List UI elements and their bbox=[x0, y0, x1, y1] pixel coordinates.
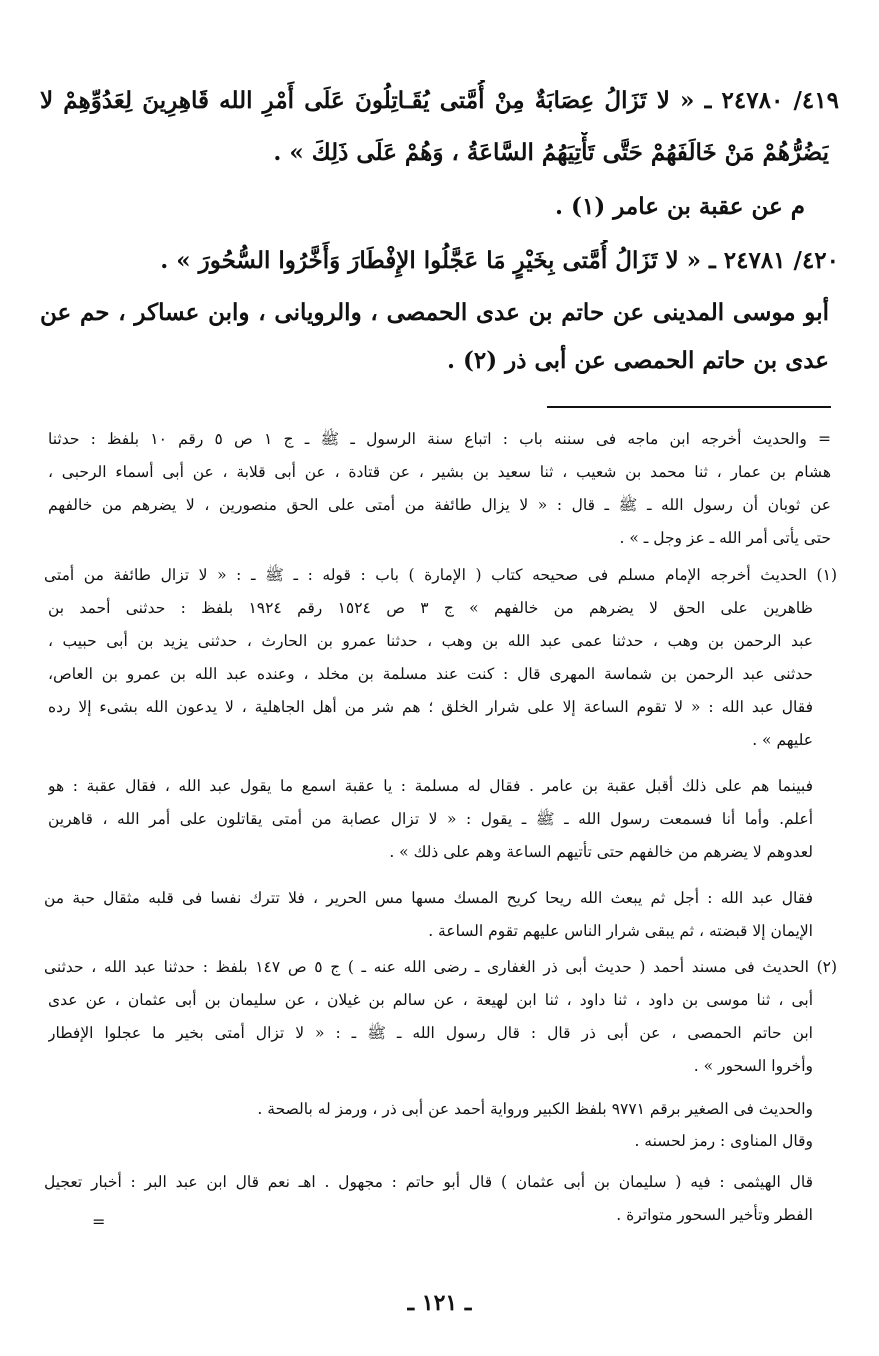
footnote-1-line: أعلم. وأما أنا فسمعت رسول الله ـ ﷺ ـ يقول : « لا تزال عصابة من أمتى يقاتلون على أمر الله ، قاهرين bbox=[48, 810, 813, 828]
hadith-420-line-1: ٤٢٠/ ٢٤٧٨١ ـ « لا تَزَالُ أُمَّتى بِخَيْرٍ مَا عَجَّلُوا الإِفْطَارَ وَأَخَّرُوا السُّحُورَ » . bbox=[160, 247, 839, 274]
footnote-1-line: فبينما هم على ذلك أقبل عقبة بن عامر . فقال له مسلمة : يا عقبة اسمع ما يقول عبد الله ، فقال عقبة : هو bbox=[48, 777, 813, 795]
footnote-line: حتى يأتى أمر الله ـ عز وجل ـ » . bbox=[619, 529, 831, 547]
footnote-1-line: الإيمان إلا قبضته ، ثم يبقى شرار الناس عليهم تقوم الساعة . bbox=[428, 922, 813, 940]
footnote-2-line: قال الهيثمى : فيه ( سليمان بن أبى عثمان ) قال أبو حاتم : مجهول . اهـ نعم قال ابن عبد البر : أخبار تعجيل bbox=[44, 1173, 813, 1191]
footnote-line: = والحديث أخرجه ابن ماجه فى سننه باب : اتباع سنة الرسول ـ ﷺ ـ ج ١ ص ٥ رقم ١٠ بلفظ : حدثنا bbox=[48, 430, 831, 448]
continuation-mark: = bbox=[92, 1212, 106, 1231]
footnote-2-line: (٢) الحديث فى مسند أحمد ( حديث أبى ذر الغفارى ـ رضى الله عنه ـ ) ج ٥ ص ١٤٧ بلفظ : حدثنا عبد الله ، حدثنى bbox=[44, 958, 837, 976]
footnote-1-line: ظاهرين على الحق لا يضرهم من خالفهم » ج ٣ ص ١٥٢٤ رقم ١٩٢٤ بلفظ : حدثنى أحمد بن bbox=[48, 599, 813, 617]
page-number: ـ ١٢١ ـ bbox=[407, 1290, 472, 1316]
footnote-1-line: (١) الحديث أخرجه الإمام مسلم فى صحيحه كتاب ( الإمارة ) باب : قوله : ـ ﷺ ـ : « لا تزال طائفة من أمتى bbox=[44, 566, 837, 584]
hadith-419-line-1: ٤١٩/ ٢٤٧٨٠ ـ « لا تَزَالُ عِصَابَةٌ مِنْ أُمَّتى يُقَـاتِلُونَ عَلَى أَمْرِ الله قَاهِرِينَ لِعَدُوِّهِمْ لا bbox=[40, 87, 839, 114]
footnote-1-line: فقال عبد الله : « لا تقوم الساعة إلا على شرار الخلق ؛ هم شر من أهل الجاهلية ، لا يدعون الله بشىء إلا رده bbox=[48, 698, 813, 716]
footnote-line: هشام بن عمار ، ثنا محمد بن شعيب ، ثنا سعيد بن بشير ، عن قتادة ، عن أبى قلابة ، عن أبى أسماء الرحبى ، bbox=[48, 463, 831, 481]
footnote-1-line: فقال عبد الله : أجل ثم يبعث الله ريحا كريح المسك مسها مس الحرير ، فلا تترك نفسا فى قلبه مثقال حبة من bbox=[44, 889, 813, 907]
footnote-divider bbox=[547, 406, 831, 408]
footnote-2-line: وأخروا السحور » . bbox=[693, 1057, 813, 1075]
hadith-420-source-line-2: عدى بن حاتم الحمصى عن أبى ذر (٢) . bbox=[446, 347, 829, 374]
footnote-1-line: عليهم » . bbox=[752, 731, 813, 749]
footnote-1-line: لعدوهم لا يضرهم من خالفهم حتى تأتيهم الساعة وهم على ذلك » . bbox=[389, 843, 813, 861]
footnote-2-line: والحديث فى الصغير برقم ٩٧٧١ بلفظ الكبير ورواية أحمد عن أبى ذر ، ورمز له بالصحة . bbox=[257, 1100, 813, 1118]
footnote-2-line: ابن حاتم الحمصى ، عن أبى ذر قال : قال رسول الله ـ ﷺ ـ : « لا تزال أمتى بخير ما عجلوا الإفطار bbox=[48, 1024, 813, 1042]
footnote-1-line: عبد الرحمن بن وهب ، حدثنا عمى عبد الله بن وهب ، حدثنا عمرو بن الحارث ، حدثنى يزيد بن أبى حبيب ، bbox=[48, 632, 813, 650]
footnote-2-line: أبى ، ثنا موسى بن داود ، ثنا داود ، ثنا ابن لهيعة ، عن سالم بن غيلان ، عن سليمان بن أبى عثمان ، عن عدى bbox=[48, 991, 813, 1009]
footnote-1-line: حدثنى عبد الرحمن بن شماسة المهرى قال : كنت عند مسلمة بن مخلد ، وعنده عبد الله بن عمرو بن العاص، bbox=[48, 665, 813, 683]
hadith-419-line-2: يَضُرُّهُمْ مَنْ خَالَفَهُمْ حَتَّى تَأْتِيَهُمُ السَّاعَةُ ، وَهُمْ عَلَى ذَلِكَ » . bbox=[273, 139, 829, 166]
footnote-2-line: الفطر وتأخير السحور متواترة . bbox=[616, 1206, 813, 1224]
hadith-419-source: م عن عقبة بن عامر (١) . bbox=[555, 193, 805, 220]
footnote-2-line: وقال المناوى : رمز لحسنه . bbox=[634, 1132, 813, 1150]
footnote-line: عن ثوبان أن رسول الله ـ ﷺ ـ قال : « لا يزال طائفة من أمتى على الحق منصورين ، لا يضرهم من خالفهم bbox=[48, 496, 831, 514]
hadith-420-source-line-1: أبو موسى المدينى عن حاتم بن عدى الحمصى ، والرويانى ، وابن عساكر ، حم عن bbox=[40, 299, 829, 326]
